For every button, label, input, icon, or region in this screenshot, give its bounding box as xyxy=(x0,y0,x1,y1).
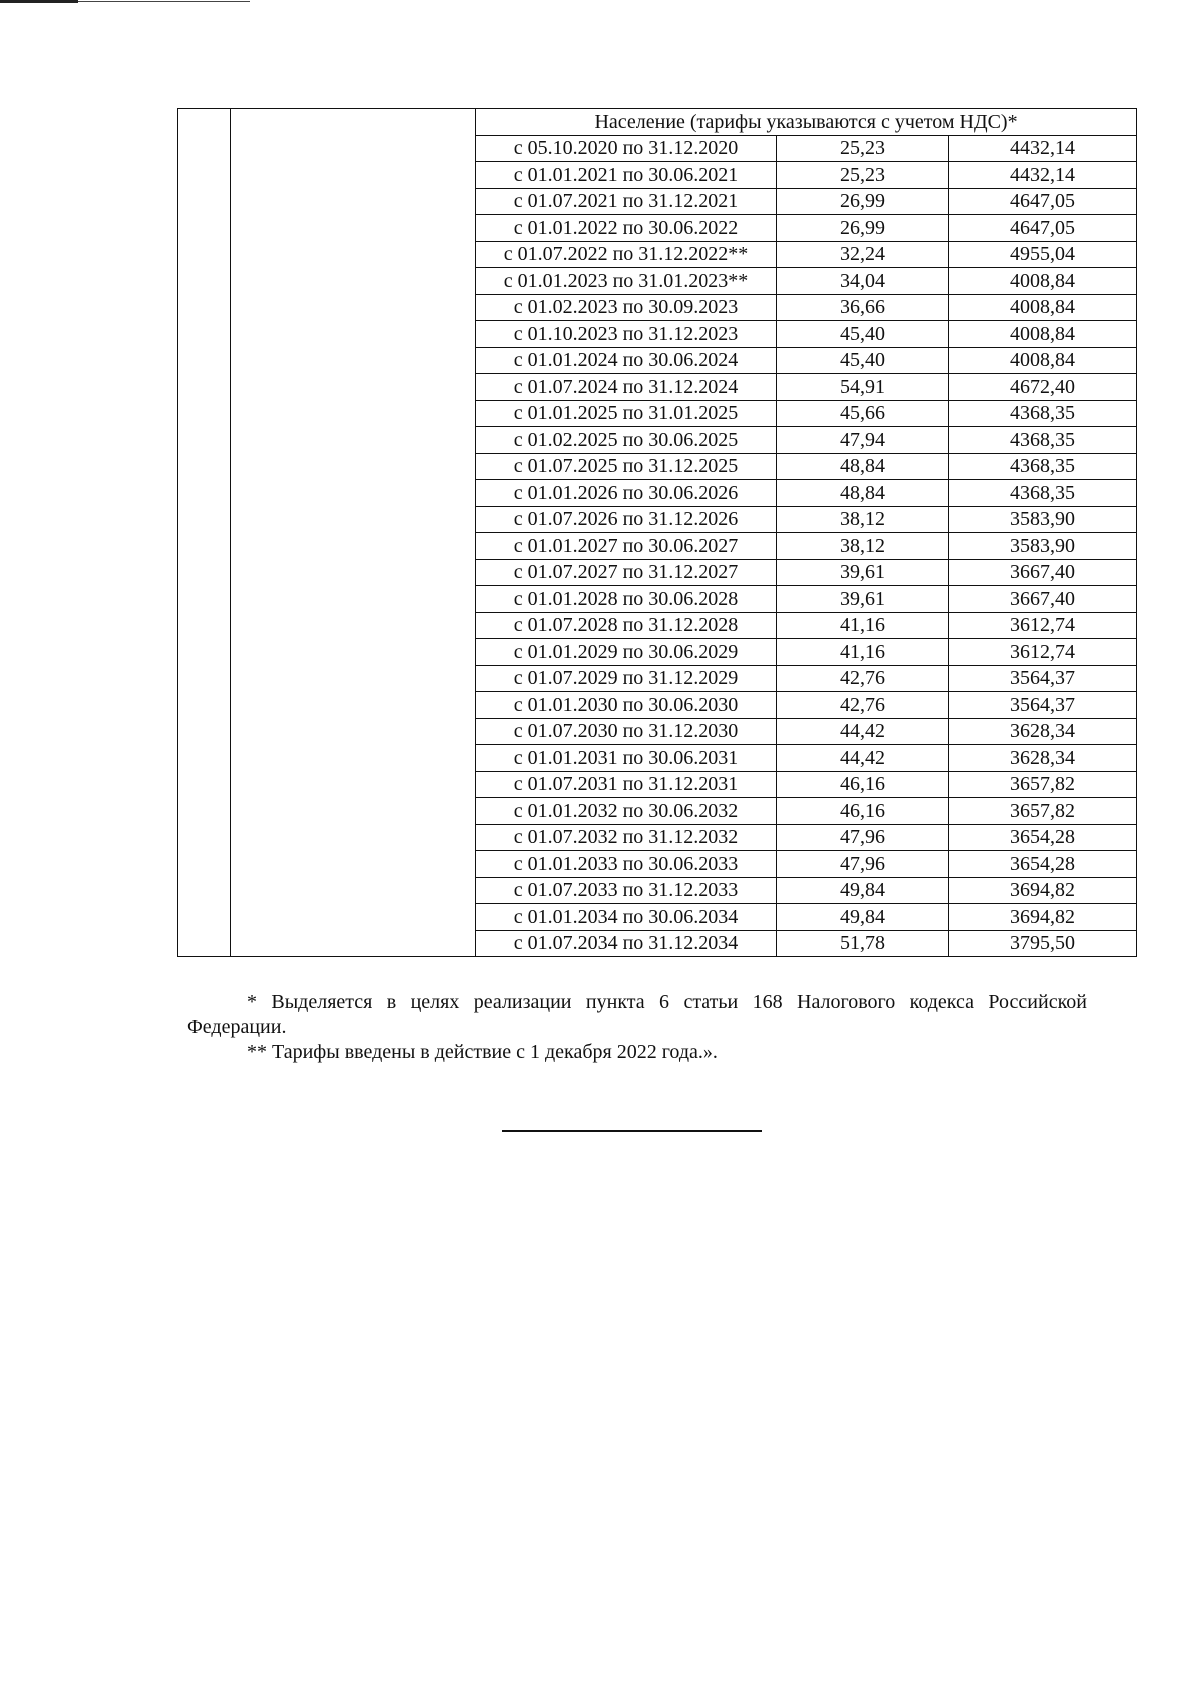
period-cell: с 01.01.2025 по 31.01.2025 xyxy=(476,400,777,427)
value1-cell: 54,91 xyxy=(777,374,949,401)
value1-cell: 39,61 xyxy=(777,586,949,613)
value1-cell: 51,78 xyxy=(777,930,949,957)
period-cell: с 01.07.2028 по 31.12.2028 xyxy=(476,612,777,639)
period-cell: с 01.01.2033 по 30.06.2033 xyxy=(476,851,777,878)
value1-cell: 26,99 xyxy=(777,215,949,242)
period-cell: с 01.01.2034 по 30.06.2034 xyxy=(476,904,777,931)
period-cell: с 01.07.2033 по 31.12.2033 xyxy=(476,877,777,904)
document-end-line xyxy=(502,1130,762,1132)
value1-cell: 39,61 xyxy=(777,559,949,586)
empty-name-column xyxy=(231,109,476,957)
value1-cell: 45,66 xyxy=(777,400,949,427)
value1-cell: 48,84 xyxy=(777,480,949,507)
table-header-row xyxy=(178,109,1137,136)
value2-cell: 3583,90 xyxy=(949,506,1137,533)
period-cell: с 01.01.2031 по 30.06.2031 xyxy=(476,745,777,772)
value1-cell: 47,96 xyxy=(777,824,949,851)
period-cell: с 01.01.2021 по 30.06.2021 xyxy=(476,162,777,189)
value1-cell: 49,84 xyxy=(777,877,949,904)
value1-cell: 38,12 xyxy=(777,506,949,533)
value1-cell: 25,23 xyxy=(777,162,949,189)
value2-cell: 3694,82 xyxy=(949,904,1137,931)
period-cell: с 01.01.2030 по 30.06.2030 xyxy=(476,692,777,719)
value1-cell: 46,16 xyxy=(777,771,949,798)
value2-cell: 3657,82 xyxy=(949,798,1137,825)
value2-cell: 4008,84 xyxy=(949,268,1137,295)
tariff-table xyxy=(177,108,1137,957)
scan-edge-mark-thin xyxy=(78,1,250,2)
value1-cell: 42,76 xyxy=(777,665,949,692)
value2-cell: 3654,28 xyxy=(949,824,1137,851)
value1-cell: 25,23 xyxy=(777,135,949,162)
value2-cell: 3657,82 xyxy=(949,771,1137,798)
value2-cell: 3667,40 xyxy=(949,586,1137,613)
value2-cell: 4647,05 xyxy=(949,215,1137,242)
value1-cell: 32,24 xyxy=(777,241,949,268)
value2-cell: 3694,82 xyxy=(949,877,1137,904)
period-cell: с 01.07.2034 по 31.12.2034 xyxy=(476,930,777,957)
value2-cell: 4368,35 xyxy=(949,427,1137,454)
value2-cell: 3583,90 xyxy=(949,533,1137,560)
value1-cell: 49,84 xyxy=(777,904,949,931)
value1-cell: 41,16 xyxy=(777,612,949,639)
value1-cell: 38,12 xyxy=(777,533,949,560)
period-cell: с 01.07.2025 по 31.12.2025 xyxy=(476,453,777,480)
period-cell: с 01.01.2027 по 30.06.2027 xyxy=(476,533,777,560)
period-cell: с 01.01.2032 по 30.06.2032 xyxy=(476,798,777,825)
period-cell: с 01.07.2031 по 31.12.2031 xyxy=(476,771,777,798)
value1-cell: 48,84 xyxy=(777,453,949,480)
value1-cell: 46,16 xyxy=(777,798,949,825)
value2-cell: 3667,40 xyxy=(949,559,1137,586)
period-cell: с 01.07.2027 по 31.12.2027 xyxy=(476,559,777,586)
value2-cell: 4672,40 xyxy=(949,374,1137,401)
value2-cell: 3612,74 xyxy=(949,612,1137,639)
value2-cell: 4955,04 xyxy=(949,241,1137,268)
value2-cell: 4008,84 xyxy=(949,294,1137,321)
value2-cell: 4432,14 xyxy=(949,162,1137,189)
value1-cell: 42,76 xyxy=(777,692,949,719)
period-cell: с 01.01.2029 по 30.06.2029 xyxy=(476,639,777,666)
value1-cell: 34,04 xyxy=(777,268,949,295)
value2-cell: 3612,74 xyxy=(949,639,1137,666)
value2-cell: 3654,28 xyxy=(949,851,1137,878)
value1-cell: 44,42 xyxy=(777,745,949,772)
scan-edge-mark xyxy=(0,0,250,4)
value2-cell: 3564,37 xyxy=(949,665,1137,692)
value2-cell: 4368,35 xyxy=(949,453,1137,480)
period-cell: с 01.07.2024 по 31.12.2024 xyxy=(476,374,777,401)
value2-cell: 3628,34 xyxy=(949,745,1137,772)
period-cell: с 01.01.2023 по 31.01.2023** xyxy=(476,268,777,295)
period-cell: с 01.01.2026 по 30.06.2026 xyxy=(476,480,777,507)
footnote-effective-date: ** Тарифы введены в действие с 1 декабря 2022 года.». xyxy=(247,1041,718,1063)
period-cell: с 01.07.2022 по 31.12.2022** xyxy=(476,241,777,268)
value2-cell: 4008,84 xyxy=(949,321,1137,348)
value1-cell: 45,40 xyxy=(777,321,949,348)
period-cell: с 05.10.2020 по 31.12.2020 xyxy=(476,135,777,162)
value2-cell: 4432,14 xyxy=(949,135,1137,162)
period-cell: с 01.01.2022 по 30.06.2022 xyxy=(476,215,777,242)
value1-cell: 44,42 xyxy=(777,718,949,745)
footnotes xyxy=(187,990,1087,1065)
period-cell: с 01.07.2032 по 31.12.2032 xyxy=(476,824,777,851)
value1-cell: 36,66 xyxy=(777,294,949,321)
period-cell: с 01.10.2023 по 31.12.2023 xyxy=(476,321,777,348)
value2-cell: 3564,37 xyxy=(949,692,1137,719)
scan-edge-mark-thick xyxy=(0,0,78,3)
value2-cell: 3628,34 xyxy=(949,718,1137,745)
tariff-table-body xyxy=(178,109,1137,957)
empty-number-column xyxy=(178,109,231,957)
period-cell: с 01.07.2021 по 31.12.2021 xyxy=(476,188,777,215)
value2-cell: 3795,50 xyxy=(949,930,1137,957)
value2-cell: 4368,35 xyxy=(949,480,1137,507)
period-cell: с 01.07.2030 по 31.12.2030 xyxy=(476,718,777,745)
value2-cell: 4368,35 xyxy=(949,400,1137,427)
value1-cell: 45,40 xyxy=(777,347,949,374)
period-cell: с 01.02.2025 по 30.06.2025 xyxy=(476,427,777,454)
value1-cell: 47,94 xyxy=(777,427,949,454)
value1-cell: 47,96 xyxy=(777,851,949,878)
value2-cell: 4008,84 xyxy=(949,347,1137,374)
population-header: Население (тарифы указываются с учетом НДС)* xyxy=(476,109,1137,136)
period-cell: с 01.02.2023 по 30.09.2023 xyxy=(476,294,777,321)
value1-cell: 26,99 xyxy=(777,188,949,215)
value2-cell: 4647,05 xyxy=(949,188,1137,215)
period-cell: с 01.01.2024 по 30.06.2024 xyxy=(476,347,777,374)
period-cell: с 01.07.2029 по 31.12.2029 xyxy=(476,665,777,692)
value1-cell: 41,16 xyxy=(777,639,949,666)
period-cell: с 01.07.2026 по 31.12.2026 xyxy=(476,506,777,533)
footnote-vat: * Выделяется в целях реализации пункта 6 статьи 168 Налогового кодекса Российской Федерации. xyxy=(187,991,1087,1038)
period-cell: с 01.01.2028 по 30.06.2028 xyxy=(476,586,777,613)
